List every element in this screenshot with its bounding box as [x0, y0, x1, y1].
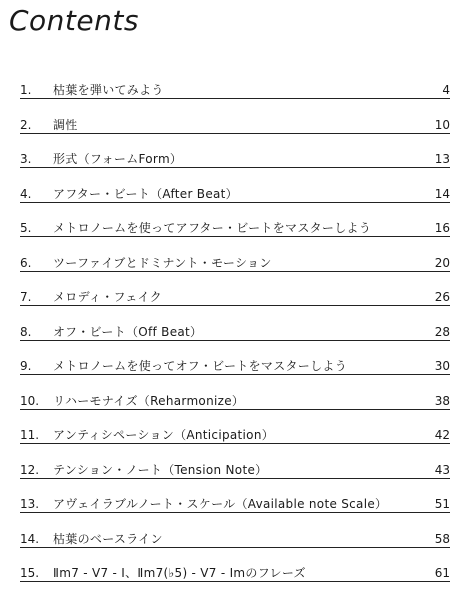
toc-entry[interactable] — [20, 387, 450, 410]
toc-entry-number: 10. — [20, 394, 40, 408]
toc-entry-number: 14. — [20, 532, 40, 546]
toc-entry-number: 13. — [20, 497, 40, 511]
toc-entry[interactable] — [20, 318, 450, 341]
toc-entry-page: 61 — [434, 566, 450, 580]
toc-entry-label: メトロノームを使ってオフ・ビートをマスターしよう — [53, 359, 348, 373]
toc-entry-page: 10 — [434, 118, 450, 132]
toc-entry-page: 43 — [434, 463, 450, 477]
toc-entry[interactable] — [20, 525, 450, 548]
toc-entry-number: 11. — [20, 428, 40, 442]
toc-entry-label: オフ・ビート（Off Beat） — [53, 325, 203, 339]
toc-entry-label: アヴェイラブルノート・スケール（Available note Scale） — [53, 497, 388, 511]
toc-entry[interactable] — [20, 249, 450, 272]
toc-entry-number: 12. — [20, 463, 40, 477]
toc-entry-number: 1. — [20, 83, 32, 97]
toc-entry[interactable] — [20, 559, 450, 582]
toc-entry-page: 16 — [434, 221, 450, 235]
toc-entry-number: 5. — [20, 221, 32, 235]
toc-entry[interactable] — [20, 352, 450, 375]
toc-entry-page: 42 — [434, 428, 450, 442]
toc-entry[interactable] — [20, 421, 450, 444]
toc-entry-label: テンション・ノート（Tension Note） — [53, 463, 268, 477]
toc-entry[interactable] — [20, 456, 450, 479]
toc-entry[interactable] — [20, 490, 450, 513]
toc-entry-label: アンティシペーション（Anticipation） — [53, 428, 275, 442]
toc-entry[interactable] — [20, 214, 450, 237]
toc-entry[interactable] — [20, 76, 450, 99]
toc-entry-number: 4. — [20, 187, 32, 201]
toc-entry[interactable] — [20, 180, 450, 203]
toc-entry-number: 6. — [20, 256, 32, 270]
toc-entry[interactable] — [20, 145, 450, 168]
toc-entry-number: 3. — [20, 152, 32, 166]
toc-entry-page: 28 — [434, 325, 450, 339]
page-title: Contents — [9, 4, 139, 37]
toc-entry-page: 38 — [434, 394, 450, 408]
toc-entry-label: Ⅱm7 - V7 - Ⅰ、Ⅱm7(♭5) - V7 - Ⅰmのフレーズ — [53, 566, 306, 580]
toc-entry[interactable] — [20, 111, 450, 134]
toc-entry-number: 15. — [20, 566, 40, 580]
toc-entry-label: 枯葉のベースライン — [53, 532, 163, 546]
toc-entry-number: 8. — [20, 325, 32, 339]
toc-entry-page: 30 — [434, 359, 450, 373]
toc-entry-page: 13 — [434, 152, 450, 166]
toc-entry-label: 形式（フォームForm） — [53, 152, 183, 166]
toc-entry-number: 9. — [20, 359, 32, 373]
toc-entry-label: 枯葉を弾いてみよう — [53, 83, 164, 97]
toc-entry-page: 20 — [434, 256, 450, 270]
toc-entry-number: 7. — [20, 290, 32, 304]
toc-entry-page: 58 — [434, 532, 450, 546]
toc-entry-label: ツーファイブとドミナント・モーション — [53, 256, 272, 270]
toc-entry-page: 26 — [434, 290, 450, 304]
toc-entry-number: 2. — [20, 118, 32, 132]
toc-entry[interactable] — [20, 283, 450, 306]
toc-entry-label: メロディ・フェイク — [53, 290, 162, 304]
toc-entry-page: 51 — [434, 497, 450, 511]
toc-entry-label: メトロノームを使ってアフター・ビートをマスターしよう — [53, 221, 372, 235]
toc-entry-label: アフター・ビート（After Beat） — [53, 187, 238, 201]
toc-entry-page: 14 — [434, 187, 450, 201]
toc-entry-label: リハーモナイズ（Reharmonize） — [53, 394, 245, 408]
toc-entry-label: 調性 — [53, 118, 78, 132]
toc-entry-page: 4 — [442, 83, 450, 97]
